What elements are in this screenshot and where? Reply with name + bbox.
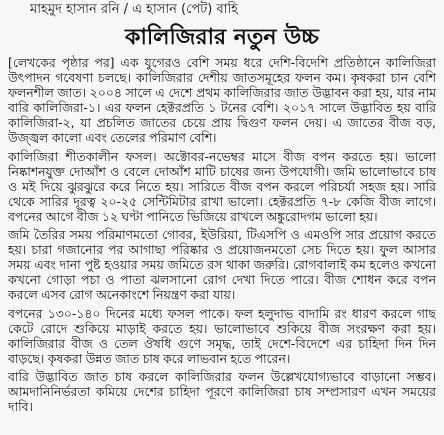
- article-paragraph: কালিজিরা শীতকালীন ফসল। অক্টোবর-নভেম্বর মাসে বীজ বপন করতে হয়। ভালো নিষ্কাশনযুক্ত দোআঁশ ও বেলে দোআঁশ মাটি চাষের জন্য উপযোগী। জমি ভালোভাবে চাষ ও মই দিয়ে ঝুরঝুরে করে নিতে হয়। সারিতে বীজ বপন করলে পরিচর্যা সহজ হয়। সারি থেকে সারির দূরত্ব ২০-২৫ সেন্টিমিটার রাখা ভালো। হেক্টরপ্রতি ৭-৮ কেজি বীজ লাগে। বপনের আগে বীজ ১২ ঘণ্টা পানিতে ভিজিয়ে রাখলে অঙ্কুরোদগম ভালো হয়।: [8, 148, 436, 224]
- article-headline: কালিজিরার নতুন উচ্চ: [125, 25, 319, 50]
- article-body: [8, 55, 436, 431]
- article-paragraph: [লেখকের পৃষ্ঠার পর] এক যুগেরও বেশি সময় ধরে দেশি-বিদেশি প্রতিষ্ঠানে কালিজিরা উৎপাদন গবেষণা চলছে। কালিজিরার দেশীয় জাতসমূহের ফলন কম। কৃষকরা চান বেশি ফলনশীল জাত। ২০০৪ সালে এ দেশে প্রথম কালিজিরার জাত উদ্ভাবন করা হয়, যার নাম বারি কালিজিরা-১। এর ফলন হেক্টরপ্রতি ১ টনের বেশি। ২০১৭ সালে উদ্ভাবিত হয় বারি কালিজিরা-২, যা প্রচলিত জাতের চেয়ে প্রায় দ্বিগুণ ফলন দেয়। এ জাতের বীজ বড়, উজ্জ্বল কালো এবং তেলের পরিমাণ বেশি।: [8, 55, 436, 146]
- article-paragraph: বপনের ১৩০-১৪০ দিনের মধ্যে ফসল পাকে। ফল হলুদাভ বাদামি রং ধারণ করলে গাছ কেটে রোদে শুকিয়ে মাড়াই করতে হয়। ভালোভাবে শুকিয়ে বীজ সংরক্ষণ করা হয়। কালিজিরার বীজ ও তেল ঔষধি গুণে সমৃদ্ধ, তাই দেশে-বিদেশে এর চাহিদা দিন দিন বাড়ছে। কৃষকরা উন্নত জাত চাষ করে লাভবান হতে পারেন।: [8, 305, 436, 366]
- article-paragraph: জমি তৈরির সময় পরিমাণমতো গোবর, ইউরিয়া, টিএসপি ও এমওপি সার প্রয়োগ করতে হয়। চারা গজানোর পর আগাছা পরিষ্কার ও প্রয়োজনমতো সেচ দিতে হয়। ফুল আসার সময় এবং দানা পুষ্ট হওয়ার সময় জমিতে রস থাকা জরুরি। রোগবালাই কম হলেও কখনো কখনো গোড়া পচা ও পাতা ঝলসানো রোগ দেখা দিতে পারে। বীজ শোধন করে বপন করলে এসব রোগ অনেকাংশে নিয়ন্ত্রণ করা যায়।: [8, 227, 436, 303]
- byline: মাহমুদ হাসান রনি / এ হাসান (পেট) বাহি: [30, 2, 239, 17]
- article-paragraph: বারি উদ্ভাবিত জাত চাষ করলে কালিজিরার ফলন উল্লেখযোগ্যভাবে বাড়ানো সম্ভব। আমদানিনির্ভরতা কমিয়ে দেশের চাহিদা পূরণে কালিজিরা চাষ সম্প্রসারণ এখন সময়ের দাবি।: [8, 368, 436, 415]
